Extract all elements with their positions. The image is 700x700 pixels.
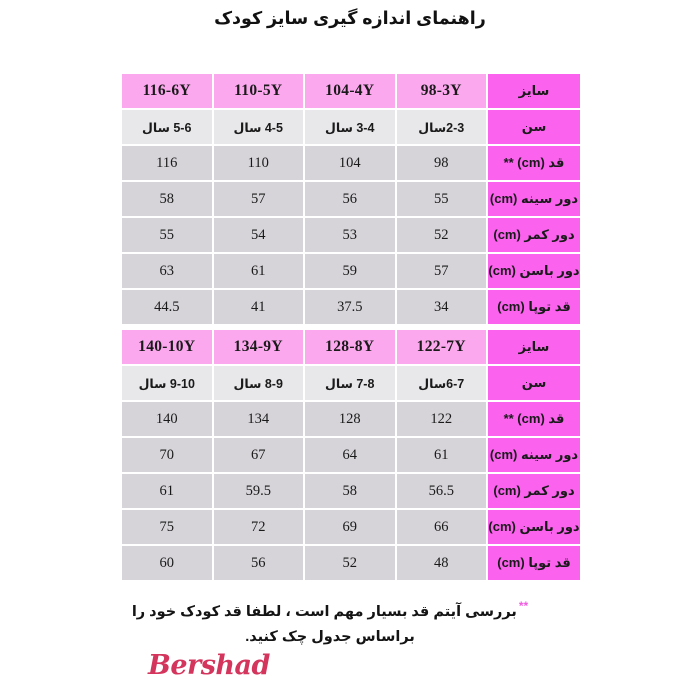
height-cell: 122 bbox=[396, 401, 488, 437]
height-cell: 98 bbox=[396, 145, 488, 181]
row-label-size: سایز bbox=[487, 73, 581, 109]
waist-cell: 53 bbox=[304, 217, 396, 253]
age-cell: 4-5 سال bbox=[213, 109, 305, 145]
row-label-height: قد (cm) ** bbox=[487, 401, 581, 437]
chest-cell: 58 bbox=[121, 181, 213, 217]
row-label-height: قد (cm) ** bbox=[487, 145, 581, 181]
table-row-hip bbox=[121, 253, 581, 289]
size-cell: 110-5Y bbox=[213, 73, 305, 109]
age-cell: 3-4 سال bbox=[304, 109, 396, 145]
row-label-hip: دور باسن (cm) bbox=[487, 509, 581, 545]
waist-cell: 56.5 bbox=[396, 473, 488, 509]
footnote-asterisks: ** bbox=[518, 599, 529, 613]
hip-cell: 63 bbox=[121, 253, 213, 289]
size-cell: 140-10Y bbox=[121, 329, 213, 365]
chest-cell: 55 bbox=[396, 181, 488, 217]
chest-cell: 57 bbox=[213, 181, 305, 217]
chest-cell: 67 bbox=[213, 437, 305, 473]
footnote bbox=[120, 596, 540, 651]
table-row-inseam bbox=[121, 545, 581, 581]
table-row-height bbox=[121, 401, 581, 437]
size-cell: 104-4Y bbox=[304, 73, 396, 109]
table-row-inseam bbox=[121, 289, 581, 325]
row-label-waist: دور کمر (cm) bbox=[487, 217, 581, 253]
hip-cell: 57 bbox=[396, 253, 488, 289]
row-label-chest: دور سینه (cm) bbox=[487, 181, 581, 217]
table-row-chest bbox=[121, 181, 581, 217]
size-cell: 134-9Y bbox=[213, 329, 305, 365]
hip-cell: 66 bbox=[396, 509, 488, 545]
table-row-waist bbox=[121, 217, 581, 253]
inseam-cell: 44.5 bbox=[121, 289, 213, 325]
size-table-large bbox=[120, 328, 582, 582]
row-label-age: سن bbox=[487, 109, 581, 145]
row-label-inseam: قد توپا (cm) bbox=[487, 289, 581, 325]
hip-cell: 75 bbox=[121, 509, 213, 545]
table-row-hip bbox=[121, 509, 581, 545]
table-row-height bbox=[121, 145, 581, 181]
inseam-cell: 60 bbox=[121, 545, 213, 581]
height-cell: 110 bbox=[213, 145, 305, 181]
size-cell: 98-3Y bbox=[396, 73, 488, 109]
waist-cell: 55 bbox=[121, 217, 213, 253]
inseam-cell: 34 bbox=[396, 289, 488, 325]
size-cell: 122-7Y bbox=[396, 329, 488, 365]
height-cell: 134 bbox=[213, 401, 305, 437]
inseam-cell: 37.5 bbox=[304, 289, 396, 325]
table-row-age bbox=[121, 109, 581, 145]
page-title: راهنمای اندازه گیری سایز کودک bbox=[214, 8, 486, 28]
table-row-age bbox=[121, 365, 581, 401]
waist-cell: 58 bbox=[304, 473, 396, 509]
table-row-size bbox=[121, 329, 581, 365]
height-cell: 116 bbox=[121, 145, 213, 181]
hip-cell: 69 bbox=[304, 509, 396, 545]
waist-cell: 61 bbox=[121, 473, 213, 509]
waist-cell: 59.5 bbox=[213, 473, 305, 509]
hip-cell: 61 bbox=[213, 253, 305, 289]
waist-cell: 52 bbox=[396, 217, 488, 253]
row-label-size: سایز bbox=[487, 329, 581, 365]
age-cell: 5-6 سال bbox=[121, 109, 213, 145]
row-label-waist: دور کمر (cm) bbox=[487, 473, 581, 509]
chest-cell: 70 bbox=[121, 437, 213, 473]
inseam-cell: 41 bbox=[213, 289, 305, 325]
footnote-text: بررسی آیتم قد بسیار مهم است ، لطفا قد کودک خود را براساس جدول چک کنید. bbox=[131, 603, 517, 646]
row-label-inseam: قد توپا (cm) bbox=[487, 545, 581, 581]
height-cell: 140 bbox=[121, 401, 213, 437]
inseam-cell: 52 bbox=[304, 545, 396, 581]
size-cell: 116-6Y bbox=[121, 73, 213, 109]
size-table-small bbox=[120, 72, 582, 326]
age-cell: 2-3سال bbox=[396, 109, 488, 145]
row-label-hip: دور باسن (cm) bbox=[487, 253, 581, 289]
chest-cell: 64 bbox=[304, 437, 396, 473]
waist-cell: 54 bbox=[213, 217, 305, 253]
size-cell: 128-8Y bbox=[304, 329, 396, 365]
table-row-chest bbox=[121, 437, 581, 473]
age-cell: 9-10 سال bbox=[121, 365, 213, 401]
inseam-cell: 56 bbox=[213, 545, 305, 581]
brand-logo: Bershad bbox=[148, 650, 270, 681]
age-cell: 8-9 سال bbox=[213, 365, 305, 401]
height-cell: 128 bbox=[304, 401, 396, 437]
hip-cell: 72 bbox=[213, 509, 305, 545]
row-label-chest: دور سینه (cm) bbox=[487, 437, 581, 473]
age-cell: 6-7سال bbox=[396, 365, 488, 401]
row-label-age: سن bbox=[487, 365, 581, 401]
chest-cell: 56 bbox=[304, 181, 396, 217]
chest-cell: 61 bbox=[396, 437, 488, 473]
age-cell: 7-8 سال bbox=[304, 365, 396, 401]
height-cell: 104 bbox=[304, 145, 396, 181]
table-row-size bbox=[121, 73, 581, 109]
hip-cell: 59 bbox=[304, 253, 396, 289]
inseam-cell: 48 bbox=[396, 545, 488, 581]
table-row-waist bbox=[121, 473, 581, 509]
